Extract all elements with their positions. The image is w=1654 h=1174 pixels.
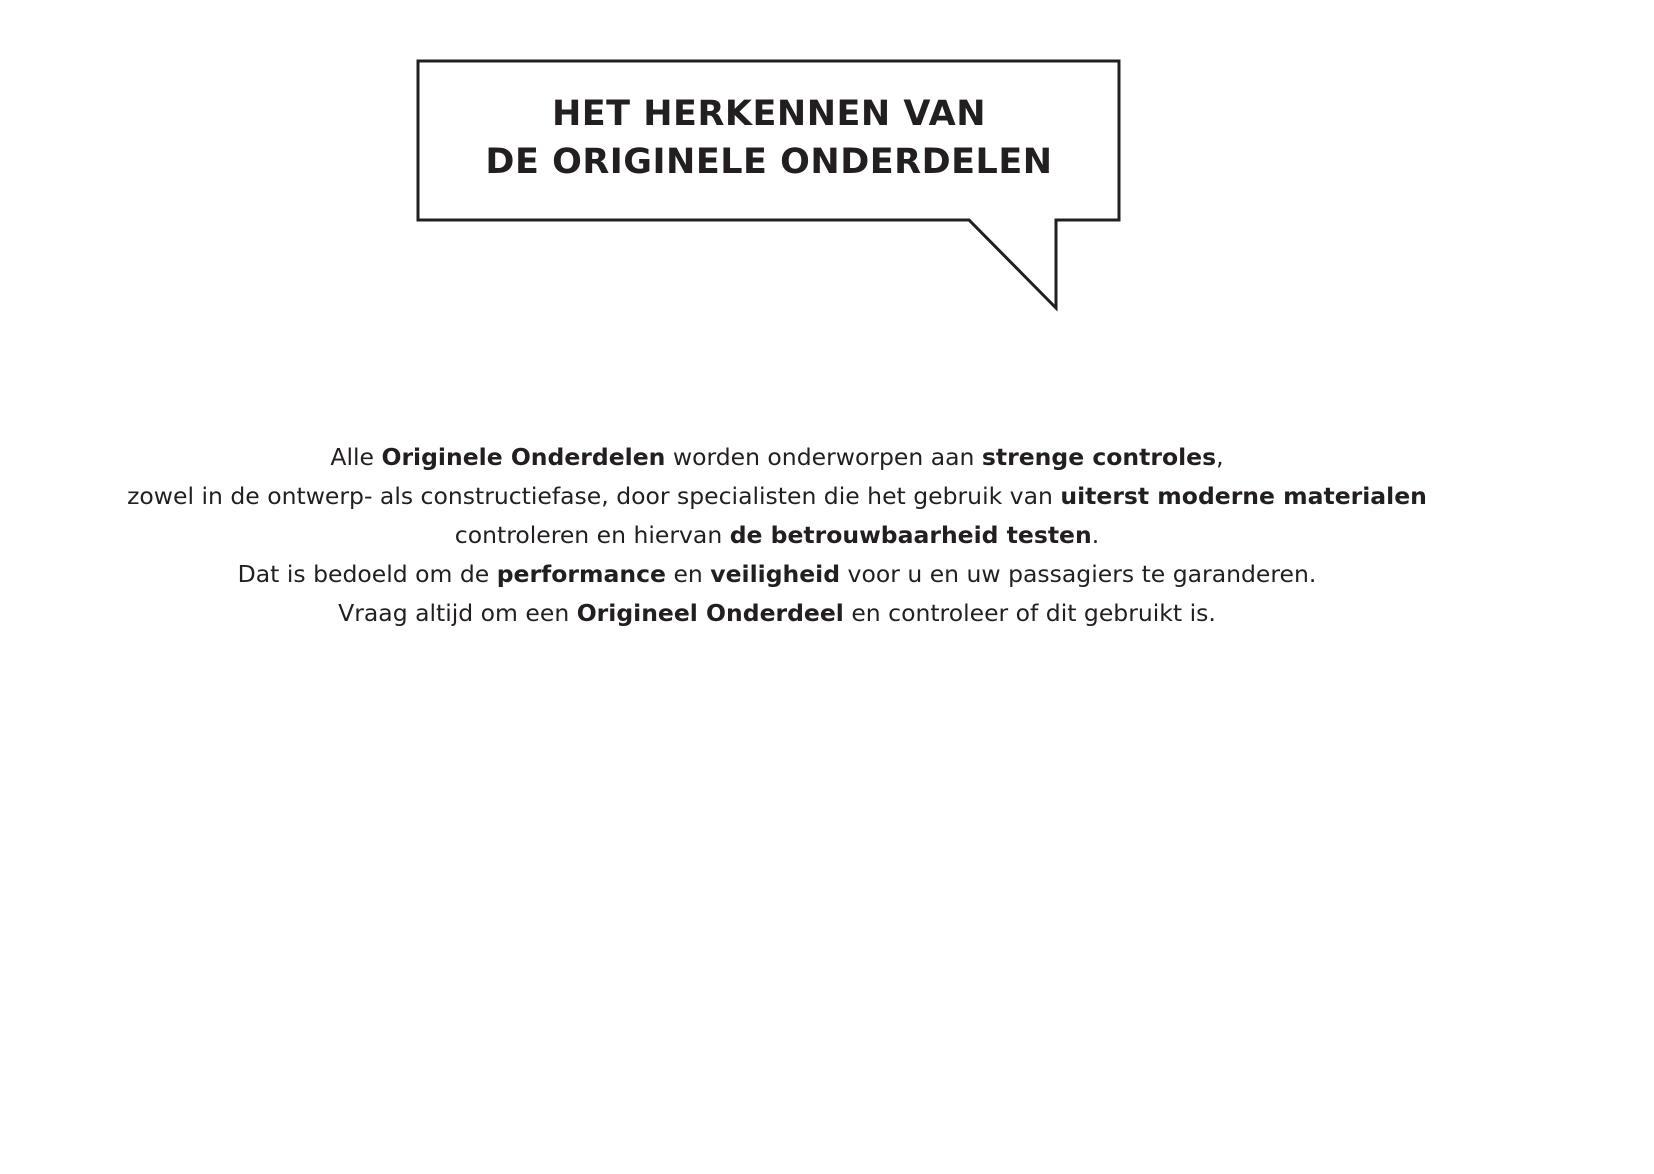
text-run: en — [665, 560, 711, 588]
body-line-2 — [60, 477, 1494, 516]
text-run: , — [1216, 443, 1224, 471]
body-paragraph — [60, 438, 1494, 633]
emphasis-text: uiterst moderne materialen — [1060, 482, 1427, 510]
text-run: Alle — [330, 443, 382, 471]
emphasis-text: Origineel Onderdeel — [576, 599, 844, 627]
text-run: Vraag altijd om een — [338, 599, 577, 627]
emphasis-text: veiligheid — [710, 560, 841, 588]
page-title — [418, 90, 1120, 186]
emphasis-text: strenge controles — [981, 443, 1217, 471]
title-line-2: DE ORIGINELE ONDERDELEN — [485, 142, 1053, 182]
emphasis-text: performance — [496, 560, 666, 588]
body-line-1 — [60, 438, 1494, 477]
body-line-3 — [60, 516, 1494, 555]
text-run: Dat is bedoeld om de — [237, 560, 497, 588]
text-run: controleren en hiervan — [454, 521, 730, 549]
text-run: . — [1091, 521, 1100, 549]
title-line-1: HET HERKENNEN VAN — [551, 94, 986, 134]
text-run: worden onderworpen aan — [665, 443, 982, 471]
emphasis-text: Originele Onderdelen — [381, 443, 666, 471]
text-run: en controleer of dit gebruikt is. — [843, 599, 1216, 627]
text-run: zowel in de ontwerp- als constructiefase, door specialisten die het gebruik van — [127, 482, 1061, 510]
text-run: voor u en uw passagiers te garanderen. — [840, 560, 1317, 588]
body-line-4 — [60, 555, 1494, 594]
body-line-5 — [60, 594, 1494, 633]
emphasis-text: de betrouwbaarheid testen — [729, 521, 1092, 549]
